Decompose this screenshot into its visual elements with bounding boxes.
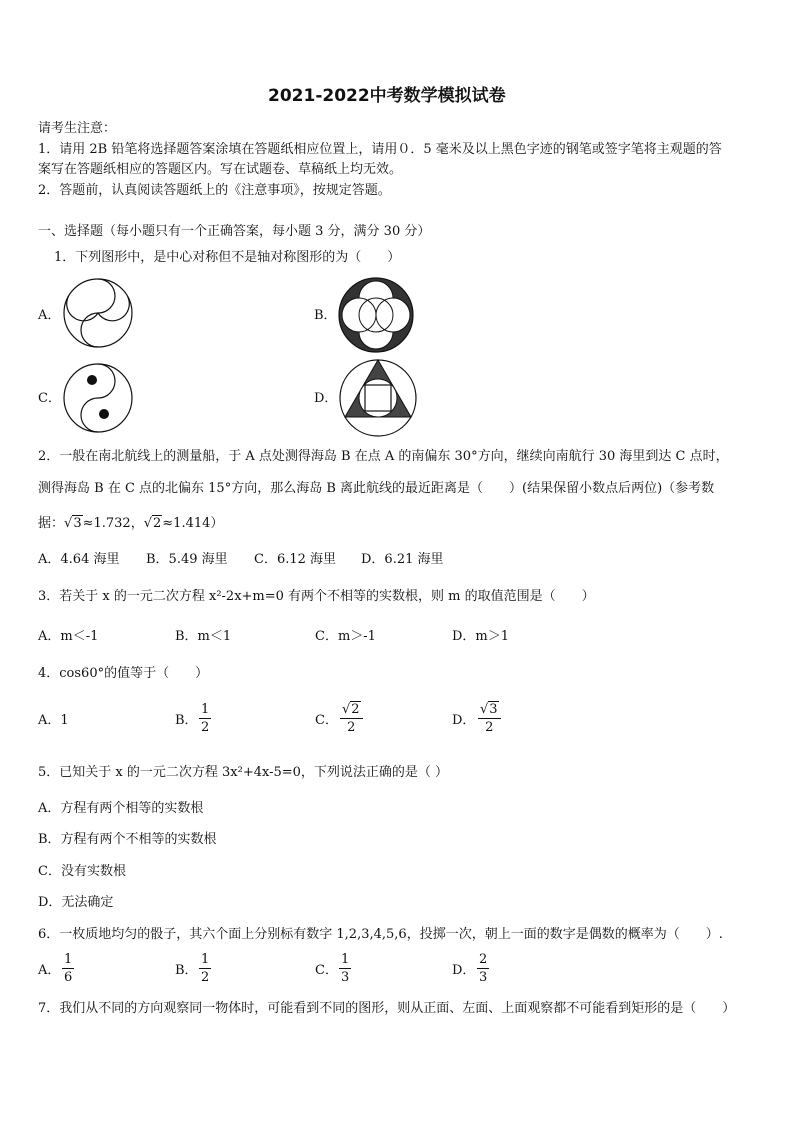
sqrt-sign: √ [143, 516, 152, 531]
option: A．方程有两个相等的实数根 [38, 801, 204, 816]
question-stem: 7．我们从不同的方向观察同一物体时，可能看到不同的图形，则从正面、左面、上面观察都不可能看到矩形的是（ ） [38, 1001, 736, 1016]
option: B．5.49 海里 [146, 552, 228, 567]
fraction-bar [478, 718, 501, 719]
fraction-bar [339, 968, 351, 969]
sqrt-sign: √ [342, 702, 351, 717]
notice-line: 1．请用 2B 铅笔将选择题答案涂填在答题纸相应位置上，请用０．5 毫米及以上黑色字迹的钢笔或签字笔将主观题的答 [38, 142, 722, 157]
approx-value: ≈1.732， [82, 516, 144, 531]
question-stem: 6．一枚质地均匀的骰子，其六个面上分别标有数字 1,2,3,4,5,6，投掷一次，朝上一面的数字是偶数的概率为（ ）. [38, 927, 723, 942]
fraction-bar [477, 968, 489, 969]
option: A．1 [38, 713, 69, 728]
option-label: D． [452, 963, 476, 978]
denominator: 2 [347, 720, 356, 735]
fraction-bar [199, 968, 211, 969]
sqrt-sign: √ [64, 516, 73, 531]
option: D．无法确定 [38, 895, 114, 910]
option: C．m＞-1 [315, 629, 376, 644]
fraction-bar [340, 718, 363, 719]
option-label: B． [314, 308, 337, 323]
option: C．6.12 海里 [254, 552, 337, 567]
denominator: 2 [201, 970, 210, 985]
fraction-bar [62, 968, 74, 969]
option-label: C． [315, 713, 338, 728]
numerator: 1 [201, 702, 210, 717]
option: B．方程有两个不相等的实数根 [38, 832, 217, 847]
numerator: 1 [201, 952, 210, 967]
sqrt-radicand: 3 [489, 702, 498, 717]
page-title: 2021-2022中考数学模拟试卷 [268, 86, 506, 106]
denominator: 3 [479, 970, 488, 985]
fraction [199, 952, 211, 985]
fraction [477, 952, 489, 985]
section-heading: 一、选择题（每小题只有一个正确答案，每小题 3 分，满分 30 分） [38, 224, 431, 239]
option: D．m＞1 [452, 629, 510, 644]
denominator: 2 [201, 720, 210, 735]
denominator: 2 [485, 720, 494, 735]
notice-heading: 请考生注意： [38, 121, 117, 136]
fraction [340, 702, 363, 735]
question-stem: 测得海岛 B 在 C 点的北偏东 15°方向，那么海岛 B 离此航线的最近距离是（ ）(结果保留小数点后两位)（参考数 [38, 481, 715, 496]
option-label: D． [314, 391, 338, 406]
option: A．m＜-1 [38, 629, 99, 644]
question-stem: 1．下列图形中，是中心对称但不是轴对称图形的为（ ） [54, 250, 401, 265]
figure-a-three-arc-circle [62, 277, 134, 349]
option: B．m＜1 [175, 629, 232, 644]
question-stem: 4．cos60°的值等于（ ） [38, 666, 209, 681]
numerator [478, 702, 501, 717]
sqrt-radicand: 3 [73, 516, 82, 531]
data-prefix: 据： [38, 516, 65, 531]
notice-line: 2．答题前，认真阅读答题纸上的《注意事项》，按规定答题。 [38, 183, 391, 198]
question-stem: 5．已知关于 x 的一元二次方程 3x²+4x-5=0，下列说法正确的是（ ） [38, 765, 449, 780]
question-stem: 2．一般在南北航线上的测量船，于 A 点处测得海岛 B 在点 A 的南偏东 30°方向，继续向南航行 30 海里到达 C 点时， [38, 449, 729, 464]
sqrt-radicand: 2 [153, 516, 162, 531]
option-label: C． [38, 391, 61, 406]
numerator [340, 702, 363, 717]
option-label: A． [38, 963, 61, 978]
denominator: 3 [341, 970, 350, 985]
option: C．没有实数根 [38, 864, 126, 879]
figure-d-circle-triangle-square [338, 358, 418, 438]
fraction [478, 702, 501, 735]
fraction [339, 952, 351, 985]
sqrt-radicand: 2 [351, 702, 360, 717]
option-label: D． [452, 713, 476, 728]
fraction-bar [199, 718, 211, 719]
option-label: A． [38, 308, 61, 323]
fraction [199, 702, 211, 735]
option-label: B． [175, 713, 198, 728]
option: A．4.64 海里 [38, 552, 120, 567]
question-stem-data [38, 516, 223, 532]
option-label: B． [175, 963, 198, 978]
option-label: C． [315, 963, 338, 978]
approx-value: ≈1.414） [162, 516, 224, 531]
figure-b-four-petal-circle [337, 276, 415, 354]
numerator: 1 [341, 952, 350, 967]
question-stem: 3．若关于 x 的一元二次方程 x²-2x+m=0 有两个不相等的实数根，则 m 的取值范围是（ ） [38, 589, 595, 604]
numerator: 2 [479, 952, 488, 967]
sqrt-sign: √ [480, 702, 489, 717]
figure-c-yin-yang [62, 362, 134, 434]
numerator: 1 [64, 952, 73, 967]
notice-line: 案写在答题纸相应的答题区内。写在试题卷、草稿纸上均无效。 [38, 162, 403, 177]
denominator: 6 [64, 970, 73, 985]
fraction [62, 952, 74, 985]
option: D．6.21 海里 [361, 552, 444, 567]
